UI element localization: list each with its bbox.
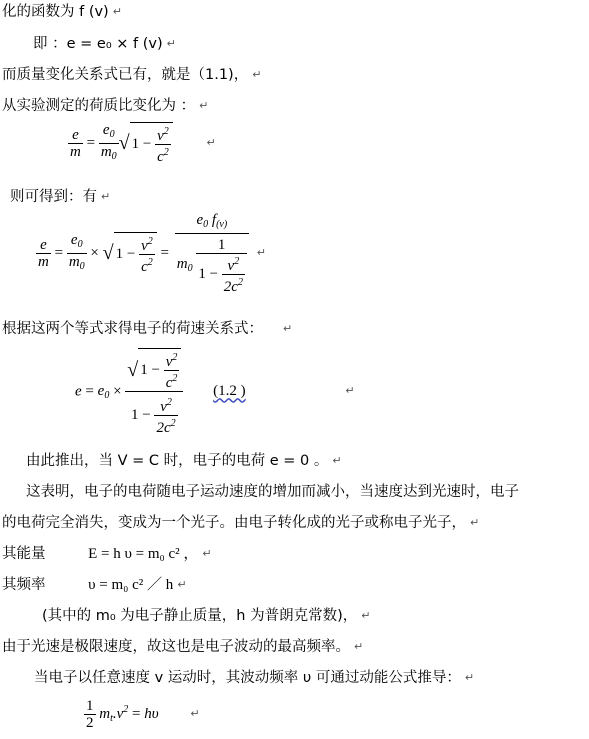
paragraph-mark-icon: ↵ <box>199 99 209 112</box>
paragraph-mark-icon: ↵ <box>345 384 355 398</box>
paragraph-mark-icon: ↵ <box>190 706 200 720</box>
paragraph-mark-icon: ↵ <box>202 547 212 560</box>
line-14-text: 当电子以任意速度 v 运动时，其波动频率 υ 可通过动能公式推导： <box>34 670 461 686</box>
line-13-text: 由于光速是极限速度，故这也是电子波动的最高频率。 <box>2 639 350 655</box>
paragraph-mark-icon: ↵ <box>354 640 364 653</box>
paragraph-mark-icon: ↵ <box>283 322 293 335</box>
paragraph-mark-icon: ↵ <box>166 37 176 50</box>
text-line-5 <box>10 188 110 206</box>
text-line-10 <box>2 545 212 563</box>
text-line-8 <box>26 483 519 501</box>
text-line-9 <box>2 514 479 532</box>
equation-2: $\frac{e}{m}$ = $\frac{e_0}{m_0}$ × √ 1 − $\frac{v^2}{c^2}$ = $e_0$ $f_{(v)}$ $m_0$ 1 1 − $\frac{v^2}{2c^2}$ ↵ <box>38 212 266 295</box>
paragraph-mark-icon: ↵ <box>101 190 111 203</box>
text-line-1 <box>2 3 122 21</box>
paragraph-mark-icon: ↵ <box>112 5 122 18</box>
equation-number-label: (1.2 ) <box>213 383 246 400</box>
equation-1: $\frac{e}{m}$ = $\frac{e_0}{m_0}$ √ 1 − $\frac{v^2}{c^2}$ ↵ <box>70 122 216 165</box>
text-line-12 <box>42 607 371 625</box>
paragraph-mark-icon: ↵ <box>177 578 187 591</box>
paragraph-mark-icon: ↵ <box>361 609 371 622</box>
line-3-text: 而质量变化关系式已有，就是（1.1)， <box>2 67 249 83</box>
frequency-label: 其频率 <box>2 577 46 593</box>
text-line-11 <box>2 576 187 594</box>
line-12-text: (其中的 m₀ 为电子静止质量，h 为普朗克常数)， <box>42 608 358 624</box>
equation-3: $e = e_0$ × √ 1 − $\frac{v^2}{c^2}$ 1 − $\frac{v^2}{2c^2}$ (1.2 ) ↵ <box>75 348 355 436</box>
line-9-text: 的电荷完全消失，变成为一个光子。由电子转化成的光子或称电子光子， <box>2 515 466 531</box>
equation-4: $\frac{1}{2}$ $m_t.v^2 = h\upsilon$ ↵ <box>86 698 200 731</box>
line-5-text: 则可得到：有 <box>10 189 97 205</box>
text-line-14 <box>34 669 474 687</box>
line-4-text: 从实验测定的荷质比变化为 ： <box>2 98 196 114</box>
paragraph-mark-icon: ↵ <box>332 454 342 467</box>
line-2-text: 即 ：e = e₀ × f (v) <box>33 36 163 52</box>
text-line-7 <box>26 452 342 470</box>
frequency-equation: υ = m₀ c² ／ h <box>88 577 174 593</box>
text-line-2 <box>33 35 176 53</box>
energy-label: 其能量 <box>2 546 46 562</box>
line-6-text: 根据这两个等式求得电子的荷速关系式： <box>2 321 263 337</box>
line-7-text: 由此推出，当 V = C 时，电子的电荷 e = 0 。 <box>26 453 329 469</box>
text-line-6 <box>2 320 292 338</box>
text-line-4 <box>2 97 208 115</box>
energy-equation: E = h υ = m₀ c² ， <box>88 546 199 562</box>
paragraph-mark-icon: ↵ <box>256 245 266 259</box>
text-line-13 <box>2 638 363 656</box>
paragraph-mark-icon: ↵ <box>252 68 262 81</box>
paragraph-mark-icon: ↵ <box>206 135 216 149</box>
paragraph-mark-icon: ↵ <box>464 671 475 684</box>
line-1-text: 化的函数为 f (v) <box>2 4 109 20</box>
line-8-text: 这表明，电子的电荷随电子运动速度的增加而减小，当速度达到光速时，电子 <box>26 484 519 500</box>
paragraph-mark-icon: ↵ <box>470 516 480 529</box>
text-line-3 <box>2 66 261 84</box>
